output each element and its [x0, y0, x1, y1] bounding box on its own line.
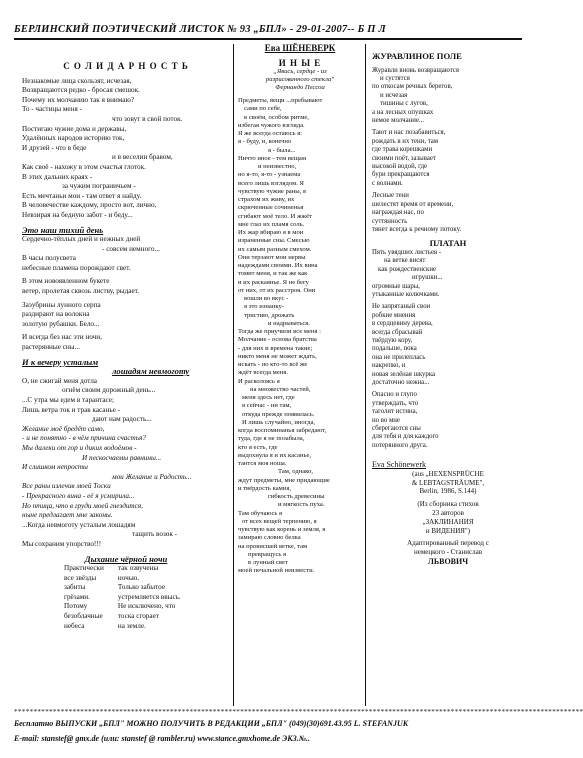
poem-line: И всегда без нас эти ночи, [22, 333, 102, 342]
poem-line: шелестят время от времени, [372, 200, 454, 208]
poem-line: но я-то, я-то - узнаема [238, 171, 301, 179]
poem-line: и в веселии бравом, [112, 153, 173, 162]
poem-line: ...С утра мы едем в тарантасе; [22, 396, 114, 404]
poem-title-platan: ПЛАТАН [429, 238, 467, 249]
poem-line: в лунный свет [248, 559, 288, 567]
poem-line: „ЗАКЛИНАНИЯ [422, 517, 474, 526]
poem-line: огромные шары, [372, 282, 420, 290]
poem-line: То - частицы меня - [22, 105, 82, 114]
poem-inye [238, 97, 362, 576]
poem-line: твёрдую кору, [372, 336, 413, 344]
poem-title-solidarnost: С О Л И Д А Р Н О С Т Ь [63, 61, 189, 71]
poem-line: где трава корешками [372, 146, 433, 154]
poem-line: огнём своим дорожный день... [62, 386, 156, 395]
poem-line: Но птица, что в груди моей гнездится, [22, 501, 143, 510]
poem-line: И слишком непросты [22, 463, 88, 472]
poem-line: Я же всегда остаюсь я: [238, 130, 303, 138]
poem-line: „Явись, сердце - из [273, 68, 327, 76]
poem-line: надеждами своими. Их вина [238, 262, 318, 270]
poem-line: дают нам радость... [92, 415, 152, 424]
poem-line: Заэубрины лунного серпа [22, 300, 101, 309]
poem-line: так озвучены [117, 564, 159, 573]
poem-line: ждёт всегда меня. [238, 369, 288, 377]
poem-line: кто я есть, где [238, 443, 278, 451]
poem-line: на провисшей ветке, там [238, 542, 308, 550]
poem-line: в сердцевину дерева, [372, 320, 433, 328]
poem-line: по откосам речных берегов, [372, 83, 453, 91]
poem-title-chernoy-nochi: Дыхание чёрной ночи [84, 553, 168, 564]
poem-chernoy-nochi-left [64, 564, 104, 631]
poem-line: за чужим пограничьем - [62, 182, 136, 191]
poem-line: гибкость древесины [268, 493, 325, 501]
poem-line: Мы далеки от гор и диких водоёмов - [22, 443, 137, 452]
poem-line: накрепко, и [372, 362, 406, 370]
poem-line: Фернандо Пессоа [275, 84, 325, 92]
poem-line: вошли во вкус - [244, 295, 289, 303]
poem-line: Berlin, 1986, S.144) [419, 487, 477, 496]
poem-zhuravlinoe-pole [372, 67, 524, 235]
poem-line: и их раскаянье. Я не бегу [238, 278, 309, 286]
poem-title-loshadyam-b: лошадям невмоготу [112, 366, 190, 377]
poem-line: Там обучаюсь я [238, 509, 283, 517]
credit-source [372, 470, 524, 557]
poem-tikhiy-den [22, 235, 230, 353]
poem-line: от них, от их расстроя. Они [238, 286, 316, 294]
poem-loshadyam [22, 377, 230, 550]
poem-line: - и не понятно - в чём причина счастья? [22, 434, 146, 443]
poem-line: тишины с лугов, [380, 100, 428, 108]
poem-line: чувствую как корень и земля, я [238, 526, 326, 534]
poem-line: забиты [64, 583, 86, 592]
poem-line: Незнакомые лица скользят, исчезая, [22, 76, 132, 85]
poem-line: Лесные тени [372, 192, 409, 200]
poem-line: ныне предлагает мне законы. [22, 511, 113, 520]
translator-name: ЛЬВОВИЧ [427, 557, 469, 567]
author-name: Ева ШЁНЕВЕРК [264, 43, 336, 53]
poem-line: Тогда же приучили все меня : [238, 328, 321, 336]
poem-line: ...Когда невмоготу усталым лошадям [22, 520, 136, 529]
poem-title-tikhiy-den: Это наш тихий день [22, 224, 104, 235]
poem-line: ждут предметы, мне придающие [238, 476, 330, 484]
poem-line: их самым разным смехом. [238, 245, 312, 253]
poem-line: откуда прежде появилась. [242, 410, 315, 418]
poem-line: В этих дальних краях - [22, 172, 93, 181]
poem-line: Только забытое [117, 583, 166, 592]
poem-line: Лишь ветра ток и трав касанье - [22, 405, 121, 414]
footer-distribution-line: Бесплатно ВЫПУСКИ „БПЛ" МОЖНО ПОЛУЧИТЬ В РЕДАКЦИИ „БПЛ" (049)(30)691.43.95 L. STEFANJUK [14, 719, 409, 728]
poem-line: всего лишь взглядом. Я [238, 179, 304, 187]
poem-line: всегда сбрасывай [372, 328, 423, 336]
poem-line: тянет всегда к речному потоку. [372, 225, 462, 233]
poem-line: робкие мнения [372, 311, 416, 319]
poem-line: - для них и времена такие; [238, 344, 313, 352]
poem-line: - Прекрасного вина - её я усмирила... [22, 491, 135, 500]
poem-line: новая зелёная шкурка [372, 370, 436, 378]
poem-line: мне глаз их пламя соль. [238, 220, 305, 228]
poem-line: И лишь случайно, иногда, [242, 418, 316, 426]
poem-line: все звёзды [64, 573, 97, 582]
poem-line: я сейчас - ни там, [242, 402, 292, 410]
poem-line: Желание моё бредёт само, [22, 424, 105, 433]
poem-line: туда, где я не позабыла, [238, 435, 305, 443]
poem-line: подальше, пока [372, 345, 417, 353]
poem-line: я - была... [268, 146, 296, 154]
poem-line: избегая чужого взгляда. [238, 121, 305, 129]
poem-line: Не исключено, что [117, 602, 176, 611]
poem-solidarnost [22, 77, 230, 221]
poem-line: И расколоясь я [238, 377, 280, 385]
poem-line: награждая нас, по [372, 209, 424, 217]
poem-line: моей печальной неизвести. [238, 567, 315, 575]
poem-line: Опасно и глупо [372, 391, 417, 399]
poem-line: ночью. [117, 573, 140, 582]
poem-line: И пескосчаемы равнины... [82, 453, 162, 462]
poem-line: (aus „HEXENSPRÜCHE [412, 469, 484, 478]
page-header-title: БЕРЛИНСКИЙ ПОЭТИЧЕСКИЙ ЛИСТОК № 93 „БПЛ» - 29-01-2007-- Б П Л [14, 24, 386, 35]
poem-line: мои Желание и Радость... [112, 472, 192, 481]
poem-line: меня здесь нет, где [242, 394, 295, 402]
poem-line: достаточно нежна... [372, 379, 430, 386]
poem-line: В этом новоявленном букете [22, 277, 110, 286]
poem-line: устремляется ввысь. [117, 592, 181, 601]
header-rule [14, 38, 522, 40]
poem-line: Там, однако, [278, 468, 313, 476]
poem-line: В часы полусвета [22, 254, 76, 263]
poem-line: превращусь я [248, 550, 287, 558]
poem-line: Потому [64, 602, 88, 611]
poem-line: Журавли вновь возвращаются [372, 66, 459, 74]
poem-line: небесные пламена порождают свет. [22, 263, 131, 272]
poem-line: (Из сборника стихов [417, 500, 479, 509]
footer-contact-line: E-mail: stanstef@ gmx.de (или: stanstef @ rambler.ru) www.stance.gmxhome.de ЭКЗ.№.. [14, 734, 311, 743]
poem-line: Их жар вбираю я в мои [238, 229, 304, 237]
poem-line: ветер, пролетая сквозь листву, рыдает. [22, 287, 140, 296]
column-divider-left [233, 44, 234, 706]
footer-stars-divider: ************************************************************************************************************************************************** [14, 708, 583, 716]
poem-line: безоблачные [64, 612, 103, 621]
poem-line: томит меня, и так же как [238, 270, 308, 278]
poem-line: утверждать, что [372, 399, 419, 407]
poem-title-zhuravlinoe-pole: ЖУРАВЛИНОЕ ПОЛЕ [372, 51, 462, 61]
poem-line: она не прилеплась [372, 353, 426, 361]
poem-line: Они терзают мои нервы [238, 253, 306, 261]
poem-line: никто меня не может ждать, [238, 352, 317, 360]
poem-line: что зовут в свой поток. [112, 114, 183, 123]
epigraph [238, 68, 362, 92]
poem-line: Ничто иное - тем вещам [238, 154, 307, 162]
poem-line: Постигаю чужие дома и державы, [22, 124, 127, 133]
poem-line: но во мне [372, 416, 400, 424]
poem-line: & LEBTAGSTRÄUME", [411, 478, 485, 487]
poem-line: разрисованного стекла" [265, 76, 335, 84]
poem-line: Адаптированный перевод с [407, 539, 489, 548]
poem-platan [372, 249, 524, 450]
poem-line: растерянные сны... [22, 343, 80, 352]
poem-line: сгибают моё тело. И жжёт [238, 212, 312, 220]
poem-line: и мягкость пуха. [278, 501, 325, 509]
poem-line: Пять увядших листьев - [372, 248, 442, 256]
poem-line: 23 авторов [432, 509, 464, 518]
poem-line: Тают и нас позабавиться, [372, 129, 446, 137]
poem-line: Все раны излечив моей Тоски [22, 482, 111, 491]
poem-line: на множество частей, [250, 385, 311, 393]
poem-line: тантся моя ноша. [238, 460, 287, 468]
poem-line: игрушки... [412, 274, 443, 282]
poem-line: и ВИДЕНИЯ") [425, 526, 471, 535]
poem-line: в своём, особом ритме, [244, 113, 309, 121]
poem-line: искать - но кто-то всё же [238, 361, 308, 369]
poem-line: золотую рубашки. Бело... [22, 319, 100, 328]
poem-line: и неизвестно, [258, 163, 297, 171]
right-column [372, 52, 524, 567]
middle-column [238, 44, 362, 576]
poem-line: Почему их молчанию так я внимаю? [22, 95, 135, 104]
poem-line: чувствую чужие раны, я [238, 187, 306, 195]
poem-line: В человечестве каждому, просто вот, лично, [22, 201, 157, 210]
poem-line: высокой водой, где [372, 163, 428, 171]
poem-line: Есть мечтаньи мои - там ответ я найду. [22, 191, 142, 200]
poem-line: таголит истина, [372, 408, 418, 416]
poem-line: тристию, дрожать [244, 311, 295, 319]
poem-line: грёзами. [64, 592, 90, 601]
poem-line: сберегаются сны [372, 425, 421, 433]
poem-line: от всех вещей терпению, я [242, 517, 317, 525]
poem-line: я - буду, и, конечно [238, 138, 292, 146]
poem-line: Молчание - основа братства [238, 336, 317, 344]
poem-line: и сустятся [380, 75, 410, 82]
poem-line: И друзей - что в беде [22, 143, 87, 152]
poem-line: Как своё - нахожу в этом счастья глоток. [22, 162, 146, 171]
poem-line: а на лесных опушках [372, 108, 434, 116]
poem-line: раздирают на волокна [22, 310, 90, 319]
poem-line: немое молчание... [372, 117, 424, 125]
poem-line: как рождественские [378, 265, 436, 273]
poem-line: и исчезая [380, 91, 408, 99]
poem-line: немецкого - Станислав [413, 548, 483, 557]
poem-line: замираю словно белка [238, 534, 301, 542]
poem-title-inye: И Н Ы Е [278, 57, 322, 68]
poem-line: утыканные колючками. [372, 290, 440, 298]
poem-line: на ветке висят [384, 257, 426, 265]
poem-line: Не запрятаный свои [372, 303, 431, 311]
column-divider-right [365, 44, 366, 706]
poem-line: Удалённых народов историю ток, [22, 134, 125, 143]
poem-line: израненные сны. Смесью [238, 237, 310, 245]
poem-line: тащить возок - [132, 530, 178, 539]
poem-line: на земле. [117, 621, 146, 630]
poem-line: и надрываться. [268, 319, 310, 327]
poem-line: Сердечно-тёплых дней и нежных дней [22, 235, 141, 244]
poem-line: - совсем немного... [102, 244, 160, 253]
poem-line: выдохнула я и их касанье, [238, 451, 312, 459]
poem-title-loshadyam-a: И к вечеру усталым [22, 356, 99, 367]
poem-line: сами по себе, [244, 105, 282, 113]
poem-line: Возвращаются редко - бросая смешок. [22, 86, 140, 95]
poem-line: тоска сгорает [117, 612, 159, 621]
poem-line: бури прекращаются [372, 171, 430, 179]
poem-line: О, не сжигай меня дотла [22, 376, 97, 385]
poem-line: и твёрдость камня, [238, 484, 292, 492]
poem-line: с волнами. [372, 179, 403, 187]
poem-line: потерянного друга. [372, 441, 428, 449]
poem-line: Мы сохраним упорство!!! [22, 539, 102, 548]
poem-line: страхом их живу, их [238, 196, 295, 204]
credit-author-latin: Eva Schönewerk [372, 460, 426, 470]
poem-line: я это изнанку- [244, 303, 284, 311]
poem-line: своими поёт, зазывает [372, 154, 436, 162]
poem-line: когда воспоминанья забредают, [238, 427, 327, 435]
poem-line: Практически [64, 564, 104, 573]
poem-chernoy-nochi-right [118, 564, 181, 631]
poem-line: Предметы, вещи ...пребывают [238, 97, 323, 105]
poem-line: рождать в их тени, там [372, 137, 439, 145]
poem-line: небеса [64, 621, 85, 630]
poem-line: скрюченные сочиненья [238, 204, 304, 212]
poem-line: Невзирая на бедную забот - и беду... [22, 210, 133, 219]
poem-line: для тебя и для каждого [372, 433, 439, 441]
left-column [22, 62, 230, 631]
poem-line: суттянность [372, 217, 408, 225]
